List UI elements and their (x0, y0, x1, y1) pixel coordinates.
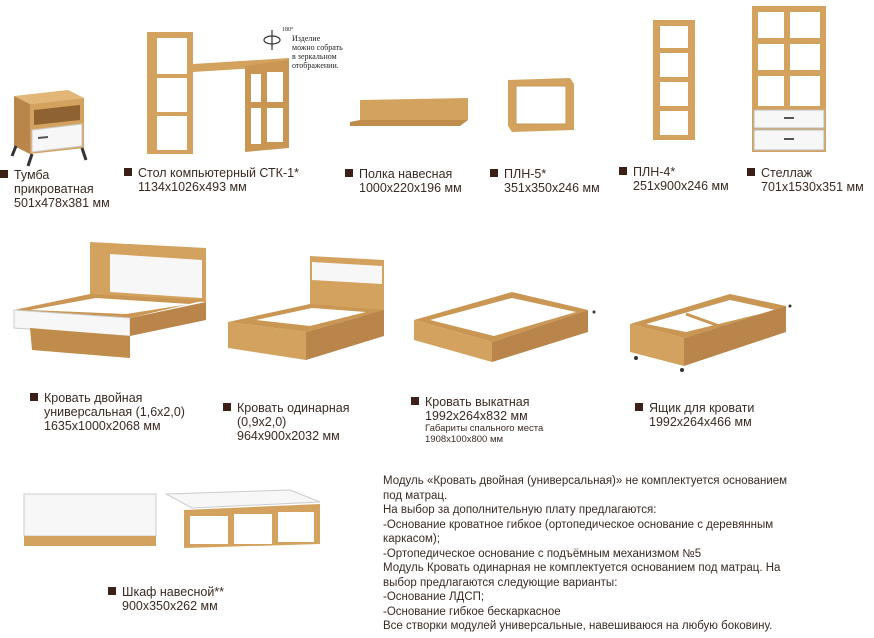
label-bookcase: Стеллаж 701x1530x351 мм (747, 166, 864, 194)
bullet-icon (635, 403, 643, 411)
bullet-icon (619, 167, 627, 175)
label-rollout-bed: Кровать выкатная 1992x264x832 мм Габариты спального места 1908x100x800 мм (411, 395, 543, 445)
note-line: Модуль Кровать одинарная не комплектуется основанием под матрац. На (383, 562, 781, 574)
label-wall-shelf: Полка навесная 1000x220x196 мм (345, 167, 462, 195)
rotate-180-icon (262, 28, 282, 52)
bullet-icon (223, 403, 231, 411)
bullet-icon (490, 169, 498, 177)
wall-cabinet-closed-image (22, 492, 158, 550)
bookcase-image (750, 4, 828, 156)
label-bedside-table: Тумба прикроватная 501x478x381 мм (0, 168, 110, 210)
bullet-icon (108, 587, 116, 595)
note-line: -Основание гибкое бескаркасное (383, 605, 561, 618)
label-pln5: ПЛН-5* 351x350x246 мм (490, 167, 600, 195)
label-double-bed: Кровать двойная универсальная (1,6x2,0) 1635x1000x2068 мм (30, 391, 185, 433)
mirror-note: 180° Изделие можно собрать в зеркальном отображении. (282, 27, 343, 70)
label-computer-desk: Стол компьютерный СТК-1* 1134x1026x493 мм (124, 166, 299, 194)
note-line: -Ортопедическое основание с подъёмным механизмом №5 (383, 547, 702, 560)
notes-paragraph (383, 474, 787, 634)
rollout-bed-image (412, 290, 598, 366)
bed-drawer-image (626, 290, 796, 374)
label-pln4: ПЛН-4* 251x900x246 мм (619, 165, 729, 193)
bullet-icon (0, 170, 8, 178)
bullet-icon (411, 397, 419, 405)
bedside-table-image (6, 86, 88, 166)
note-line: На выбор за дополнительную плату предлагаются: (383, 504, 657, 516)
wall-shelf-image (348, 98, 470, 128)
label-bed-drawer: Ящик для кровати 1992x264x466 мм (635, 401, 754, 429)
label-wall-cabinet: Шкаф навесной** 900x350x262 мм (108, 585, 224, 613)
note-line: Модуль «Кровать двойная (универсальная)» не комплектуется основанием (383, 475, 788, 487)
bullet-icon (30, 393, 38, 401)
wall-cabinet-open-image (162, 488, 322, 550)
bullet-icon (124, 168, 132, 176)
bullet-icon (345, 169, 353, 177)
note-line: Все створки модулей универсальные, навешиваюся на любую боковину. (383, 620, 773, 632)
single-bed-image (226, 252, 386, 364)
note-line: под матрац. (383, 489, 448, 502)
pln5-image (506, 76, 576, 132)
note-line: каркасом); (383, 533, 440, 545)
note-line: -Основание кроватное гибкое (ортопедическое основание с деревянным (383, 518, 774, 531)
bullet-icon (747, 168, 755, 176)
note-line: -Основание ЛДСП; (383, 591, 485, 603)
label-single-bed: Кровать одинарная (0,9x2,0) 964x900x2032 мм (223, 401, 349, 443)
double-bed-image (10, 240, 210, 360)
pln4-image (651, 18, 697, 142)
note-line: выбор предлагаются следующие варианты: (383, 576, 618, 589)
